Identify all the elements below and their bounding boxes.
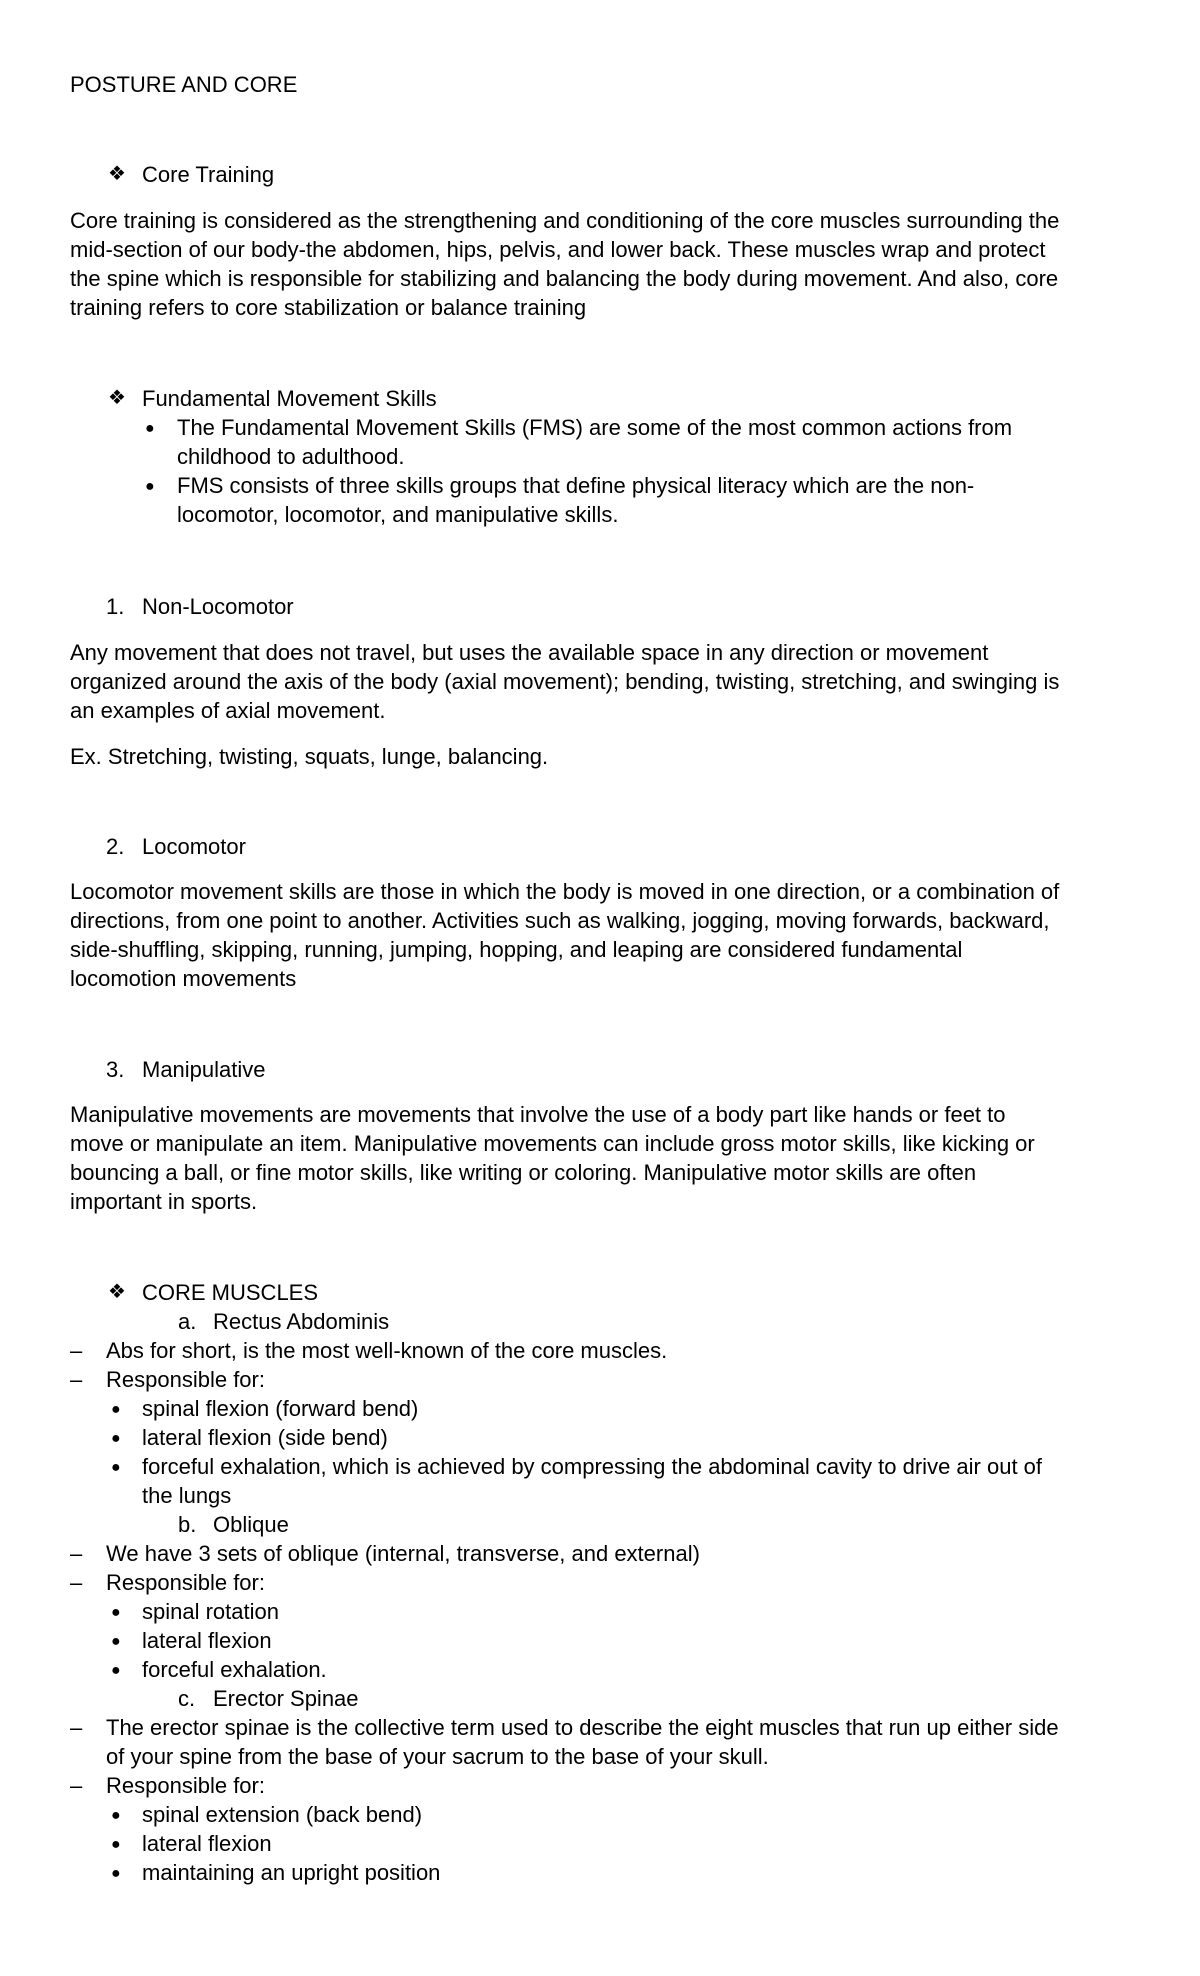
paragraph-line: side-shuffling, skipping, running, jumping, hopping, and leaping are considered fundamental [70,937,963,962]
paragraph-line: Core training is considered as the strengthening and conditioning of the core muscles surrounding the [70,208,1060,233]
bullet-icon: ● [111,1662,121,1679]
dash-bullet: – [70,1367,83,1392]
dash-bullet: – [70,1570,83,1595]
dash-bullet: – [70,1541,83,1566]
paragraph-line: Locomotor movement skills are those in which the body is moved in one direction, or a combination of [70,879,1060,904]
paragraph-line: training refers to core stabilization or balance training [70,295,587,320]
list-item-continued: childhood to adulthood. [177,444,405,469]
bullet-icon: ● [111,1633,121,1650]
paragraph-line: Manipulative movements are movements that involve the use of a body part like hands or feet to [70,1102,1006,1127]
dash-item: We have 3 sets of oblique (internal, transverse, and external) [106,1541,700,1566]
list-item: FMS consists of three skills groups that define physical literacy which are the non- [177,473,975,498]
list-item: maintaining an upright position [142,1860,441,1885]
dash-item-continued: of your spine from the base of your sacrum to the base of your skull. [106,1744,769,1769]
dash-item: Responsible for: [106,1570,265,1595]
paragraph-line: mid-section of our body-the abdomen, hips, pelvis, and lower back. These muscles wrap and protect [70,237,1046,262]
numbered-heading-number: 2. [106,834,125,859]
paragraph-line: Any movement that does not travel, but uses the available space in any direction or movement [70,640,989,665]
bullet-icon: ● [145,478,155,495]
section-heading-core-muscles: CORE MUSCLES [142,1280,319,1305]
sub-heading: Oblique [213,1512,289,1537]
paragraph-line: an examples of axial movement. [70,698,386,723]
section-heading-core-training: Core Training [142,162,275,187]
list-item: The Fundamental Movement Skills (FMS) are some of the most common actions from [177,415,1013,440]
list-item: lateral flexion [142,1628,272,1653]
numbered-heading-number: 3. [106,1057,125,1082]
bullet-icon: ● [111,1807,121,1824]
dash-bullet: – [70,1773,83,1798]
list-item: forceful exhalation, which is achieved by compressing the abdominal cavity to drive air out of [142,1454,1043,1479]
list-item: lateral flexion (side bend) [142,1425,388,1450]
dash-item: Abs for short, is the most well-known of the core muscles. [106,1338,668,1363]
sub-heading-letter: a. [178,1309,197,1334]
bullet-icon: ● [111,1865,121,1882]
dash-item: Responsible for: [106,1773,265,1798]
list-item: spinal extension (back bend) [142,1802,423,1827]
sub-heading-letter: c. [178,1686,196,1711]
page-title: POSTURE AND CORE [70,72,298,97]
bullet-icon: ● [111,1836,121,1853]
dash-item: Responsible for: [106,1367,265,1392]
paragraph-line: important in sports. [70,1189,258,1214]
paragraph-line: the spine which is responsible for stabilizing and balancing the body during movement. And also, core [70,266,1059,291]
list-item: spinal rotation [142,1599,279,1624]
example-line: Ex. Stretching, twisting, squats, lunge, balancing. [70,744,549,769]
sub-heading: Erector Spinae [213,1686,359,1711]
dash-bullet: – [70,1338,83,1363]
paragraph-line: organized around the axis of the body (axial movement); bending, twisting, stretching, and swinging is [70,669,1060,694]
dash-item: The erector spinae is the collective term used to describe the eight muscles that run up either side [106,1715,1059,1740]
sub-heading: Rectus Abdominis [213,1309,390,1334]
sub-heading-letter: b. [178,1512,197,1537]
paragraph-line: locomotion movements [70,966,297,991]
paragraph-line: directions, from one point to another. Activities such as walking, jogging, moving forwards, backward, [70,908,1050,933]
diamond-bullet-icon: ❖ [108,163,126,185]
diamond-bullet-icon: ❖ [108,1281,126,1303]
numbered-heading: Non-Locomotor [142,594,294,619]
list-item: spinal flexion (forward bend) [142,1396,419,1421]
bullet-icon: ● [111,1401,121,1418]
list-item-continued: locomotor, locomotor, and manipulative skills. [177,502,619,527]
paragraph-line: bouncing a ball, or fine motor skills, like writing or coloring. Manipulative motor skills are often [70,1160,977,1185]
bullet-icon: ● [111,1459,121,1476]
bullet-icon: ● [111,1604,121,1621]
numbered-heading-number: 1. [106,594,125,619]
bullet-icon: ● [145,420,155,437]
list-item: forceful exhalation. [142,1657,327,1682]
section-heading-fms: Fundamental Movement Skills [142,386,437,411]
bullet-icon: ● [111,1430,121,1447]
list-item: lateral flexion [142,1831,272,1856]
numbered-heading: Locomotor [142,834,246,859]
paragraph-line: move or manipulate an item. Manipulative movements can include gross motor skills, like kicking or [70,1131,1035,1156]
diamond-bullet-icon: ❖ [108,387,126,409]
dash-bullet: – [70,1715,83,1740]
list-item-continued: the lungs [142,1483,232,1508]
numbered-heading: Manipulative [142,1057,266,1082]
